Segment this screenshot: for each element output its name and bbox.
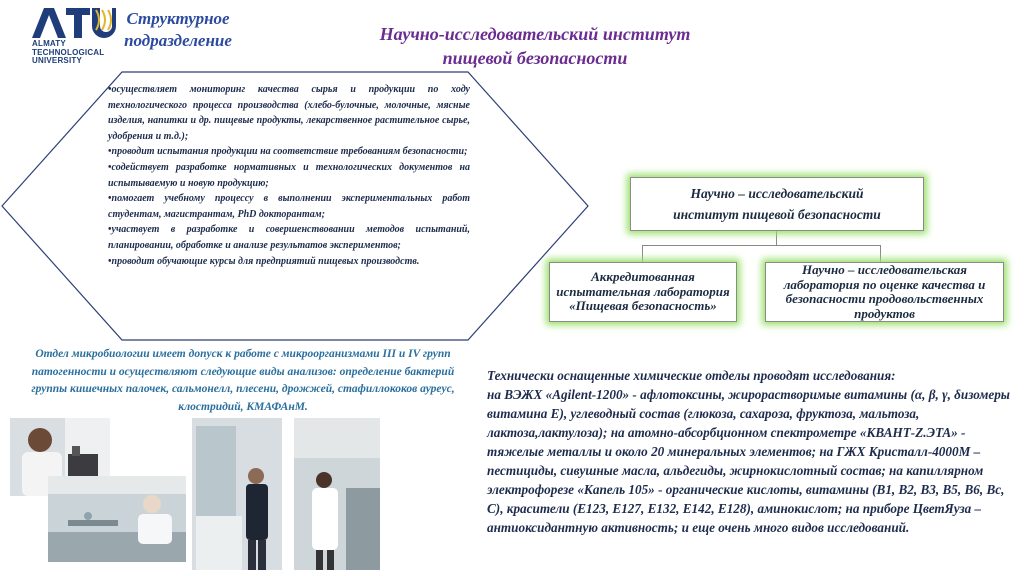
function-text: содействует разработке нормативных и технологических документов на испытываемую и новую продукцию;	[108, 161, 470, 189]
unit-title	[108, 8, 248, 52]
list-item: •проводит испытания продукции на соответствие требованиям безопасности;	[108, 146, 468, 158]
logo-wordmark	[32, 40, 104, 66]
org-connector	[642, 245, 880, 246]
chemistry-body: на ВЭЖХ «Agilent-1200» - афлотоксины, жирорастворимые витамины (α, β, γ, δизомеры витамина Е), углеводный состав (глюкоза, сахароза, фруктоза, мальтоза, лактоза,лактулоза); на атомно-абсорбционном спектрометре «КВАНТ-Z.ЭТА» - тяжелые металлы и около 20 минеральных элементов; на ГЖХ Кристалл-4000М – пестициды, сивушные масла, альдегиды, жирнокислотный состав; на капиллярном электрофорезе «Капель 105» - органические кислоты, витамины (В1, В2, В3, В5, В6, Вс, С), красители (Е123, Е127, Е132, Е142, Е128), аминокислот; на приборе ЦветЯуза – антиоксидантную активность; и еще очень много видов исследований.	[487, 387, 1010, 535]
org-box-research-lab	[765, 262, 1004, 322]
function-text: проводит испытания продукции на соответствие требованиям безопасности;	[111, 146, 468, 158]
list-item: •осуществляет мониторинг качества сырья и продукции по ходу технологического процесса производства (хлебо-булочные, молочные, мясные изделия, напитки и др. пищевые продукты, лекарственное растительное сырье, удобрения и т.д.);	[108, 84, 470, 142]
unit-title-line: подразделение	[124, 31, 232, 50]
org-box-text: Научно – исследовательская лаборатория по оценке качества и безопасности продовольственных продуктов	[783, 262, 986, 321]
function-text: участвует в разработке и совершенствовании методов испытаний, планировании, обработке и анализе результатов экспериментов;	[108, 224, 470, 251]
page-title	[325, 22, 745, 70]
org-box-line: Научно – исследовательский	[690, 186, 864, 201]
org-box-institute	[630, 177, 924, 231]
org-box-line: институт пищевой безопасности	[673, 207, 881, 222]
microbiology-text: Отдел микробиологии имеет допуск к работе с микроорганизмами III и IV групп патогенности и осуществляют следующие виды анализов: определение бактерий группы кишечных палочек, сальмонелл, плесени, дрожжей, стафиллококов ауреус, клостридий, КМАФАнМ.	[31, 348, 455, 413]
lab-photo-scientist	[294, 418, 380, 570]
atu-logo	[30, 6, 120, 64]
function-text: проводит обучающие курсы для предприятий пищевых производств.	[111, 255, 420, 267]
chemistry-text	[487, 366, 1012, 537]
function-text: осуществляет мониторинг качества сырья и продукции по ходу технологического процесса производства (хлебо-булочные, молочные, мясные изделия, напитки и др. пищевые продукты, лекарственное растительное сырье, удобрения и т.д.);	[108, 84, 470, 142]
org-box-accredited-lab	[549, 262, 737, 322]
page-title-line: Научно-исследовательский институт	[379, 24, 691, 44]
list-item: •проводит обучающие курсы для предприятий пищевых производств.	[108, 255, 420, 267]
page-title-line: пищевой безопасности	[442, 48, 628, 68]
lab-photo-glovebox	[48, 476, 186, 562]
unit-title-line: Структурное	[126, 9, 230, 28]
org-box-text: Аккредитованная испытательная лаборатория «Пищевая безопасность»	[556, 269, 730, 314]
list-item: •участвует в разработке и совершенствовании методов испытаний, планировании, обработке и анализе результатов экспериментов;	[108, 224, 470, 251]
lab-photo-fumehood	[192, 418, 282, 570]
org-connector	[776, 229, 777, 246]
org-connector	[642, 245, 643, 262]
list-item: •помогает учебному процессу в выполнении экспериментальных работ студентам, магистрантам, PhD докторантам;	[108, 193, 470, 220]
logo-line: UNIVERSITY	[32, 56, 83, 65]
chemistry-heading: Технически оснащенные химические отделы проводят исследования:	[487, 368, 896, 383]
function-text: помогает учебному процессу в выполнении экспериментальных работ студентам, магистрантам, PhD докторантам;	[108, 193, 470, 220]
atu-logo-mark	[30, 6, 118, 40]
logo-line: ALMATY	[32, 39, 66, 48]
functions-list	[108, 82, 470, 269]
org-connector	[880, 245, 881, 262]
list-item: •содействует разработке нормативных и технологических документов на испытываемую и новую продукцию;	[108, 161, 470, 189]
logo-line: TECHNOLOGICAL	[32, 47, 105, 57]
